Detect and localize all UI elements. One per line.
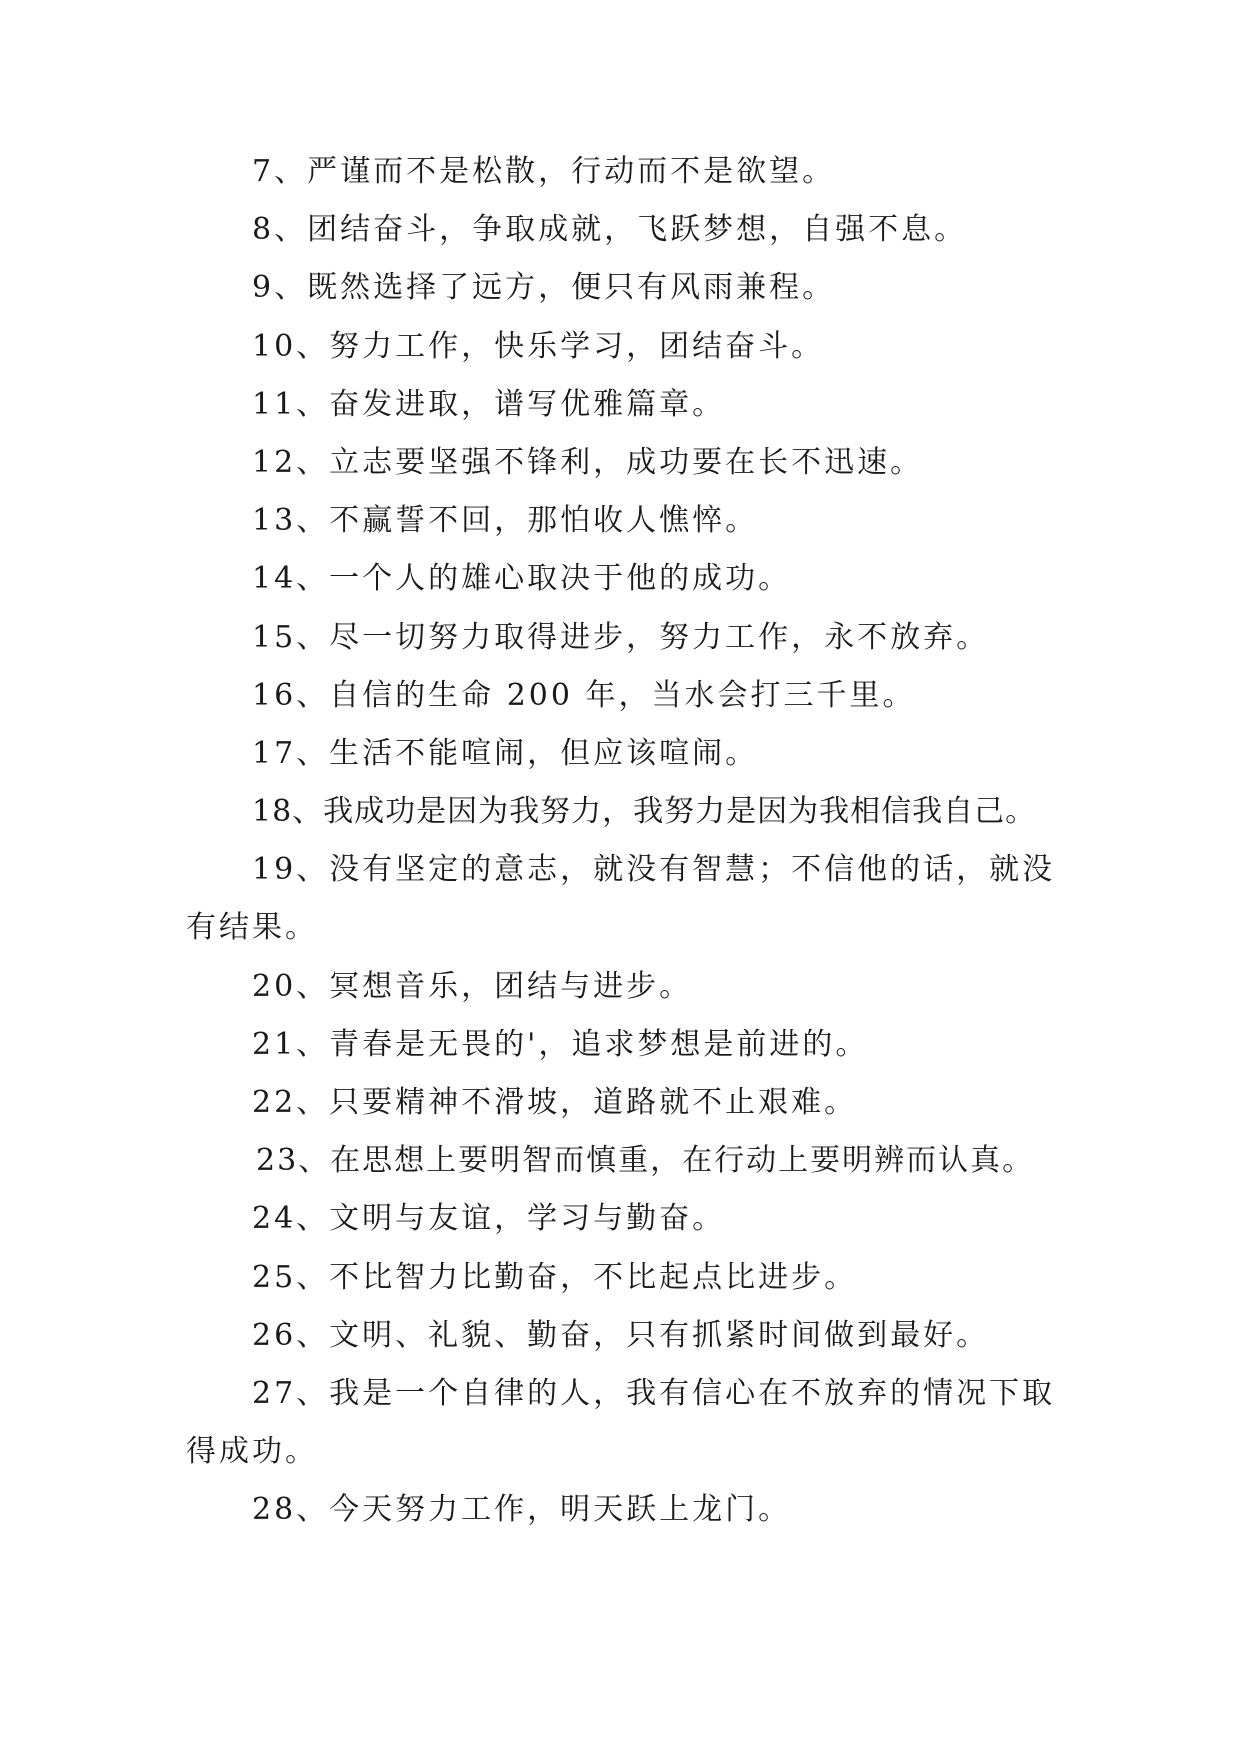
paragraph-line: 10、努力工作，快乐学习，团结奋斗。: [252, 328, 825, 364]
paragraph-line: 26、文明、礼貌、勤奋，只有抓紧时间做到最好。: [252, 1317, 990, 1353]
paragraph-line: 9、既然选择了远方，便只有风雨兼程。: [252, 270, 836, 306]
paragraph-line: 13、不赢誓不回，那怕收人憔悴。: [252, 503, 759, 539]
paragraph-line: 14、一个人的雄心取决于他的成功。: [252, 561, 792, 597]
paragraph-line: 15、尽一切努力取得进步，努力工作，永不放弃。: [252, 619, 990, 655]
document-body: [186, 154, 1066, 1554]
paragraph-line: 21、青春是无畏的'，追求梦想是前进的。: [252, 1026, 869, 1062]
paragraph-line: 17、生活不能喧闹，但应该喧闹。: [252, 735, 759, 771]
paragraph-line: 7、严谨而不是松散，行动而不是欲望。: [252, 154, 836, 189]
paragraph-line: 25、不比智力比勤奋，不比起点比进步。: [252, 1259, 858, 1295]
paragraph-line: 12、立志要坚强不锋利，成功要在长不迅速。: [252, 444, 924, 480]
paragraph-line: 18、我成功是因为我努力，我努力是因为我相信我自己。: [252, 794, 1037, 830]
paragraph-line-continuation: 得成功。: [186, 1434, 318, 1470]
paragraph-line: 19、没有坚定的意志，就没有智慧；不信他的话，就没: [252, 852, 1056, 888]
paragraph-line: 11、奋发进取，谱写优雅篇章。: [252, 386, 726, 422]
paragraph-line: 8、团结奋斗，争取成就，飞跃梦想，自强不息。: [252, 212, 968, 248]
paragraph-line: 20、冥想音乐，团结与进步。: [252, 968, 693, 1004]
paragraph-line: 16、自信的生命 200 年，当水会打三千里。: [252, 677, 916, 713]
paragraph-line: 23、在思想上要明智而慎重，在行动上要明辨而认真。: [256, 1143, 1035, 1179]
paragraph-line: 22、只要精神不滑坡，道路就不止艰难。: [252, 1085, 858, 1120]
paragraph-line: 28、今天努力工作，明天跃上龙门。: [252, 1492, 792, 1528]
paragraph-line: 27、我是一个自律的人，我有信心在不放弃的情况下取: [252, 1375, 1056, 1411]
paragraph-line: 24、文明与友谊，学习与勤奋。: [252, 1201, 726, 1237]
paragraph-line-continuation: 有结果。: [186, 910, 318, 946]
